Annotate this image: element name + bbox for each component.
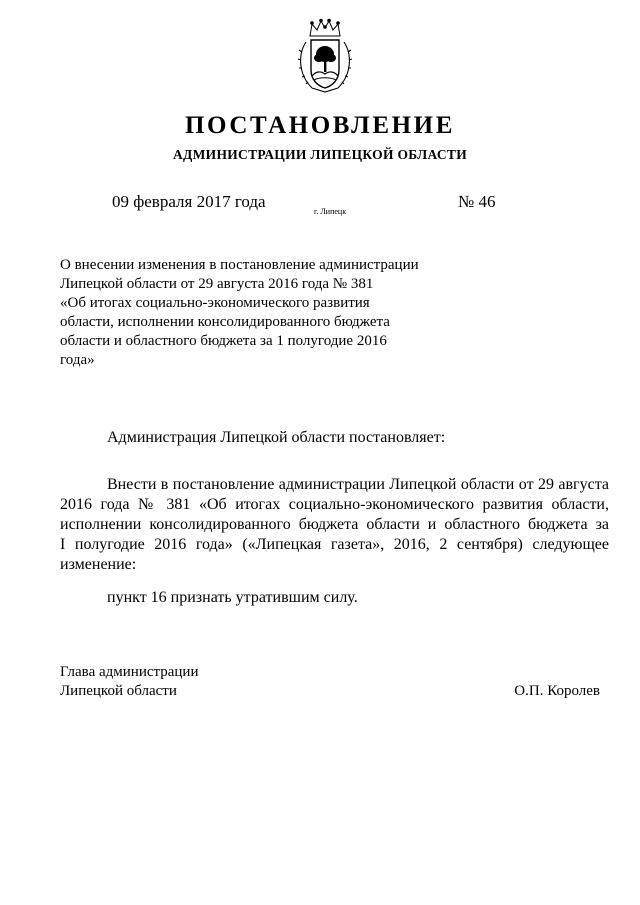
document-type-heading: ПОСТАНОВЛЕНИЕ [184, 112, 456, 139]
resolution-paragraph [60, 475, 609, 575]
subject-line: области и областного бюджета за 1 полугодие 2016 [60, 333, 387, 349]
paragraph-line: исполнении консолидированного бюджета области и областного бюджета за [60, 516, 609, 533]
document-date: 09 февраля 2017 года [112, 192, 266, 211]
issuing-authority: АДМИНИСТРАЦИИ ЛИПЕЦКОЙ ОБЛАСТИ [172, 147, 468, 162]
document-city: г. Липецк [314, 207, 347, 216]
paragraph-line: I полугодие 2016 года» («Липецкая газета», 2016, 2 сентября) следующее [60, 536, 609, 553]
subject-line: Липецкой области от 29 августа 2016 года № 381 [60, 276, 374, 292]
paragraph-line: 2016 года № 381 «Об итогах социально-экономического развития области, [60, 496, 609, 513]
subject-line: О внесении изменения в постановление администрации [60, 257, 419, 273]
signer-title-line: Глава администрации [60, 664, 199, 680]
signer-title-line: Липецкой области [60, 683, 177, 699]
document-subject [60, 256, 419, 370]
subject-line: области, исполнении консолидированного бюджета [60, 314, 390, 330]
subject-line: года» [60, 352, 95, 368]
amendment-clause: пункт 16 признать утратившим силу. [107, 589, 358, 606]
signer-name: О.П. Королев [514, 683, 600, 699]
subject-line: «Об итогах социально-экономического развития [60, 295, 370, 311]
coat-of-arms-emblem [296, 18, 354, 96]
document-number: № 46 [458, 192, 496, 211]
signer-title [60, 663, 198, 701]
paragraph-line: Внести в постановление администрации Липецкой области от 29 августа [107, 476, 609, 493]
preamble: Администрация Липецкой области постановляет: [107, 429, 446, 446]
paragraph-line: изменение: [60, 556, 137, 573]
